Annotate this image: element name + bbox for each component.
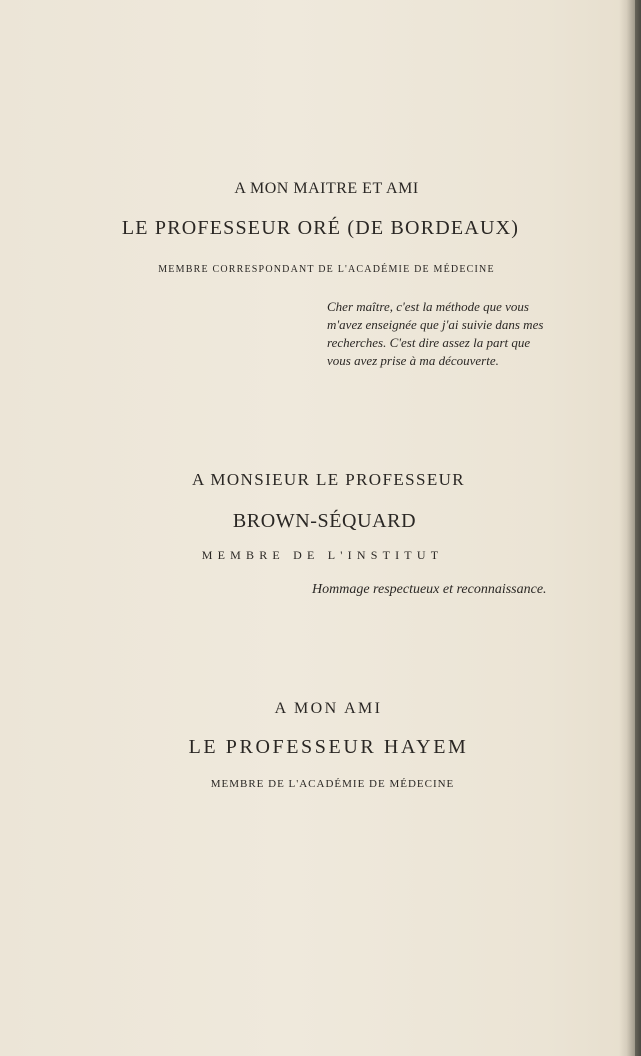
dedication-3-name: LE PROFESSEUR HAYEM [188,736,469,758]
dedication-2-name: BROWN-SÉQUARD [232,510,417,532]
dedication-1-name: LE PROFESSEUR ORÉ (DE BORDEAUX) [121,217,520,239]
dedication-2-heading: A MONSIEUR LE PROFESSEUR [191,470,466,489]
dedication-1-note-line: Cher maître, c'est la méthode que vous [327,299,529,314]
dedication-1-heading: A MON MAITRE ET AMI [234,180,419,197]
dedication-1-note [327,298,587,370]
dedication-2-note: Hommage respectueux et reconnaissance. [312,582,547,597]
dedication-1-note-line: recherches. C'est dire assez la part que [327,335,531,350]
dedication-1-note-line: m'avez enseignée que j'ai suivie dans mes [327,317,544,332]
dedication-3-title: MEMBRE DE L'ACADÉMIE DE MÉDECINE [210,778,455,790]
page-binding-shadow [635,0,641,1056]
dedication-3-heading: A MON AMI [274,700,383,717]
dedication-2-title: MEMBRE DE L'INSTITUT [201,548,444,562]
dedication-1-title: MEMBRE CORRESPONDANT DE L'ACADÉMIE DE MÉDECINE [158,264,495,275]
dedication-1-note-line: vous avez prise à ma découverte. [327,353,499,368]
